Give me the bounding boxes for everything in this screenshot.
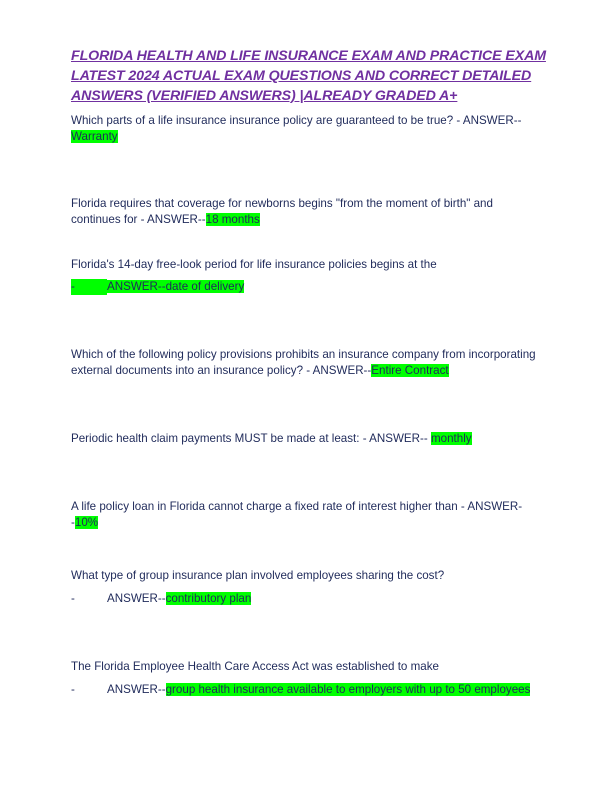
answer-highlight: Entire Contract (371, 364, 449, 377)
question-text: Florida's 14-day free-look period for life insurance policies begins at the (71, 258, 437, 271)
qa-item-4 (71, 347, 541, 379)
answer-highlight: 10% (74, 516, 99, 529)
qa-item-3-question (71, 257, 541, 273)
list-dash: - (71, 279, 107, 295)
question-text: Which parts of a life insurance insurance policy are guaranteed to be true? - ANSWER-- (71, 114, 522, 127)
question-text: Florida requires that coverage for newborns begins "from the moment of birth" and continues for - ANSWER-- (71, 197, 493, 226)
answer-highlight: Warranty (71, 130, 118, 143)
question-text: Which of the following policy provisions prohibits an insurance company from incorporating external documents into an insurance policy? - ANSWER-- (71, 348, 536, 377)
question-text: The Florida Employee Health Care Access Act was established to make (71, 660, 439, 673)
answer-highlight: contributory plan (165, 592, 252, 605)
list-dash: - (71, 683, 75, 696)
answer-highlight: monthly (430, 432, 472, 445)
qa-item-8-answer (71, 682, 541, 698)
qa-item-8-question (71, 659, 541, 675)
question-text: A life policy loan in Florida cannot charge a fixed rate of interest higher than - ANSWER-- (71, 500, 523, 529)
qa-item-2 (71, 196, 541, 228)
question-text: Periodic health claim payments MUST be made at least: - ANSWER-- (71, 432, 431, 445)
qa-item-7-question (71, 568, 541, 584)
answer-prefix: ANSWER-- (107, 280, 166, 293)
answer-highlight: group health insurance available to employers with up to 50 employees (165, 683, 531, 696)
answer-prefix: ANSWER-- (107, 592, 166, 605)
answer-highlight: date of delivery (165, 280, 245, 293)
answer-highlight: 18 months (205, 213, 260, 226)
qa-item-7-answer (71, 591, 541, 607)
qa-item-6 (71, 499, 541, 531)
list-dash: - (71, 592, 75, 605)
qa-item-5 (71, 431, 541, 447)
answer-prefix: ANSWER-- (107, 683, 166, 696)
qa-item-3-answer (71, 279, 541, 295)
qa-item-1 (71, 113, 541, 145)
question-text: What type of group insurance plan involved employees sharing the cost? (71, 569, 445, 582)
document-title: FLORIDA HEALTH AND LIFE INSURANCE EXAM AND PRACTICE EXAM LATEST 2024 ACTUAL EXAM QUESTIONS AND CORRECT DETAILED ANSWERS (VERIFIED ANSWERS) |ALREADY GRADED A+ (71, 48, 546, 104)
